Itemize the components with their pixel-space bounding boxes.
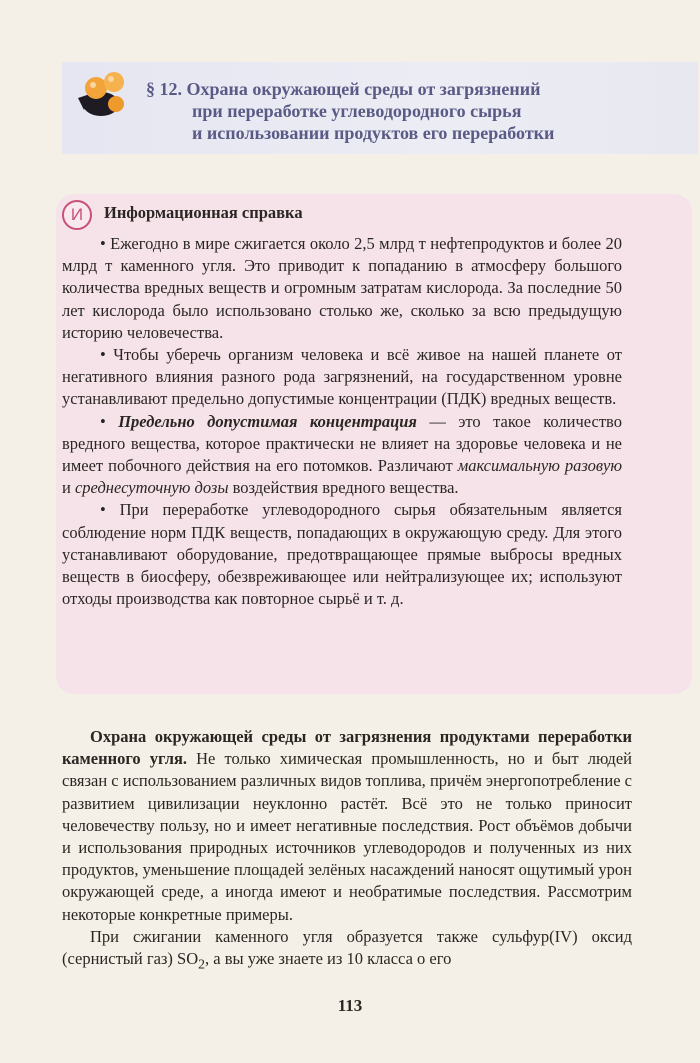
molecule-logo-icon: [70, 64, 132, 126]
main-heading: Охрана окружающей среды от загрязнения продуктами переработки каменного угля.: [62, 727, 632, 769]
section-title: [146, 78, 686, 144]
main-paragraph-2-before: При сжигании каменного угля образуется также сульфур(IV) оксид (сернистый газ) SO: [62, 926, 632, 969]
bullet: •: [100, 411, 119, 431]
term-pdk: Предельно допустимая концентрация: [118, 411, 417, 431]
page-number: 113: [337, 996, 363, 1015]
main-paragraph-1-text: Не только химическая промышленность, но и быт людей связан с использованием различных видов топлива, причём энергопотребление с развитием цивилизации неуклонно растёт. Всё это не только приносит человечеству пользу, но и имеет негативные последствия. Рост объёмов добычи и использования природных источников углеводородов и полученных из них продуктов, уменьшение площадей зелёных насаждений наносят ощутимый урон окружающей среде, а иногда имеют и необратимые последствия. Рассмотрим некоторые конкретные примеры.: [62, 749, 632, 924]
formula-subscript: 2: [198, 956, 206, 972]
info-icon: И: [62, 200, 92, 230]
main-text: [62, 726, 632, 976]
info-paragraph-3-text-3: воздействия вредного вещества.: [228, 478, 459, 498]
section-title-line-1: § 12. Охрана окружающей среды от загрязнений: [146, 79, 541, 99]
info-paragraph-3-text-2: и: [62, 478, 75, 498]
info-paragraph-4: • При переработке углеводородного сырья обязательным является соблюдение норм ПДК веществ, попадающих в окружающую среду. Для этого устанавливают оборудование, предотвращающее прямые выбросы вредных веществ в биосферу, обезвреживающее или нейтрализующее их; используют отходы производства как повторное сырьё и т. д.: [62, 500, 622, 609]
main-paragraph-2: [62, 926, 632, 976]
info-box-body: [62, 233, 622, 610]
main-paragraph-1: [62, 726, 632, 926]
main-paragraph-2-after: , а вы уже знаете из 10 класса о его: [205, 949, 452, 969]
info-paragraph-3-text-1: — это такое количество вредного вещества, которое практически не влияет на здоровье человека и не имеет побочного действия на его потомков. Различают: [62, 411, 622, 476]
info-paragraph-2: • Чтобы уберечь организм человека и всё живое на нашей планете от негативного влияния разного рода загрязнений, на государственном уровне устанавливают предельно допустимые концентрации (ПДК) вредных веществ.: [62, 345, 622, 409]
info-box-title: Информационная справка: [104, 203, 303, 222]
info-paragraph-3: [62, 411, 622, 500]
info-paragraph-1: • Ежегодно в мире сжигается около 2,5 млрд т нефтепродуктов и более 20 млрд т каменного угля. Это приводит к попаданию в атмосферу большого количества вредных веществ и огромным затратам кислорода. За последние 50 лет кислорода было использовано столько же, сколько за всю предыдущую историю человечества.: [62, 234, 622, 342]
term-daily-dose: среднесуточную дозы: [74, 478, 229, 498]
section-title-line-2: при переработке углеводородного сырья: [192, 101, 522, 121]
section-title-line-3: и использовании продуктов его переработки: [192, 123, 555, 143]
term-max-single: максимальную разовую: [457, 456, 622, 476]
